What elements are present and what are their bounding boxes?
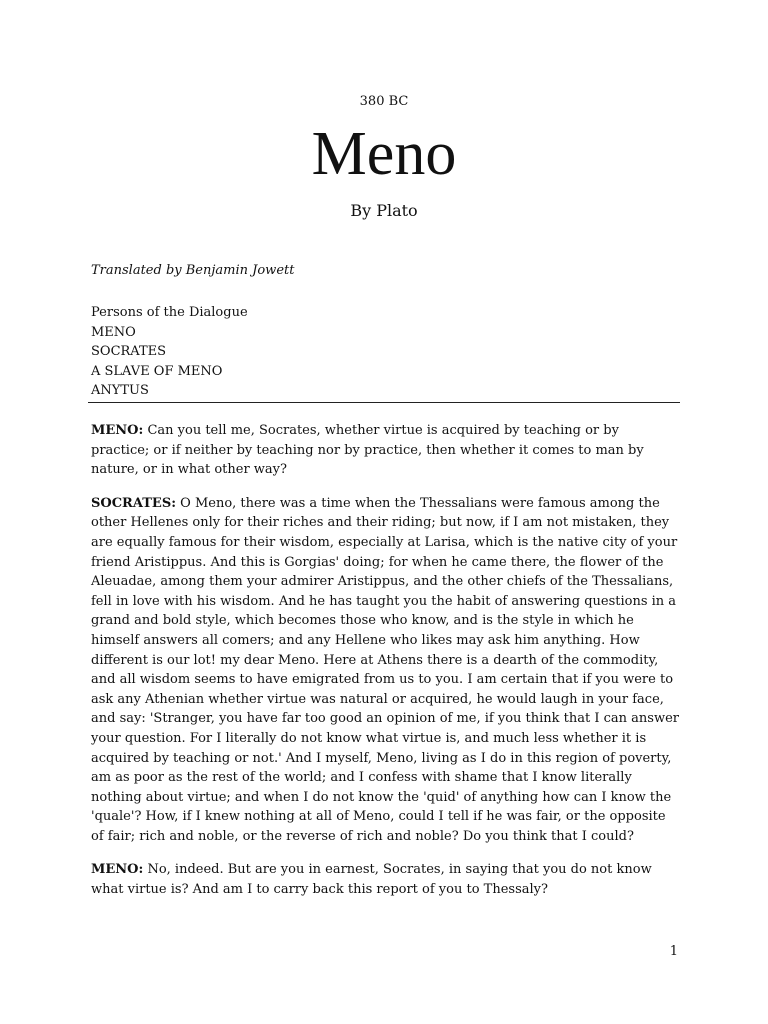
persons-list (91, 303, 248, 401)
translator-line: Translated by Benjamin Jowett (91, 263, 295, 278)
dialogue-paragraph (91, 494, 681, 847)
persons-heading: Persons of the Dialogue (91, 305, 248, 320)
speaker-name: SOCRATES: (91, 495, 177, 511)
dialogue-paragraph (91, 421, 681, 480)
dialogue-body (91, 421, 681, 914)
speaker-name: MENO: (91, 862, 144, 878)
person-name: SOCRATES (91, 344, 167, 360)
page-number: 1 (669, 944, 678, 959)
date-label: 380 BC (359, 94, 409, 109)
document-title: Meno (311, 120, 457, 188)
speaker-name: MENO: (91, 423, 144, 438)
dialogue-text: Can you tell me, Socrates, whether virtue is acquired by teaching or by practice; or if neither by teaching nor by practice, then whether it comes to man by nature, or in what other way? (91, 423, 644, 478)
horizontal-divider (88, 402, 680, 403)
dialogue-text: No, indeed. But are you in earnest, Socrates, in saying that you do not know what virtue is? And am I to carry back this report of you to Thessaly? (91, 862, 652, 898)
person-name: MENO (91, 324, 136, 340)
dialogue-text: O Meno, there was a time when the Thessalians were famous among the other Hellenes only for their riches and their riding; but now, if I am not mistaken, they are equally famous for their wisdom, especially at Larisa, which is the native city of your friend Aristippus. And this is Gorgias' doing; for when he came there, the flower of the Aleuadae, among them your admirer Aristippus, and the other chiefs of the Thessalians, fell in love with his wisdom. And he has taught you the habit of answering questions in a grand and bold style, which becomes those who know, and is the style in which he himself answers all comers; and any Hellene who likes may ask him anything. How different is our lot! my dear Meno. Here at Athens there is a dearth of the commodity, and all wisdom seems to have emigrated from us to you. I am certain that if you were to ask any Athenian whether virtue was natural or acquired, he would laugh in your face, and say: 'Stranger, you have far too good an opinion of me, if you think that I can answer your question. For I literally do not know what virtue is, and much less whether it is acquired by teaching or not.' And I myself, Meno, living as I do in this region of poverty, am as poor as the rest of the world; and I confess with shame that I know literally nothing about virtue; and when I do not know the 'quid' of anything how can I know the 'quale'? How, if I knew nothing at all of Meno, could I tell if he was fair, or the opposite of fair; rich and noble, or the reverse of rich and noble? Do you think that I could? (91, 495, 680, 844)
dialogue-paragraph (91, 860, 681, 899)
author-line: By Plato (350, 201, 418, 220)
person-name: A SLAVE OF MENO (91, 363, 223, 379)
person-name: ANYTUS (91, 383, 149, 399)
